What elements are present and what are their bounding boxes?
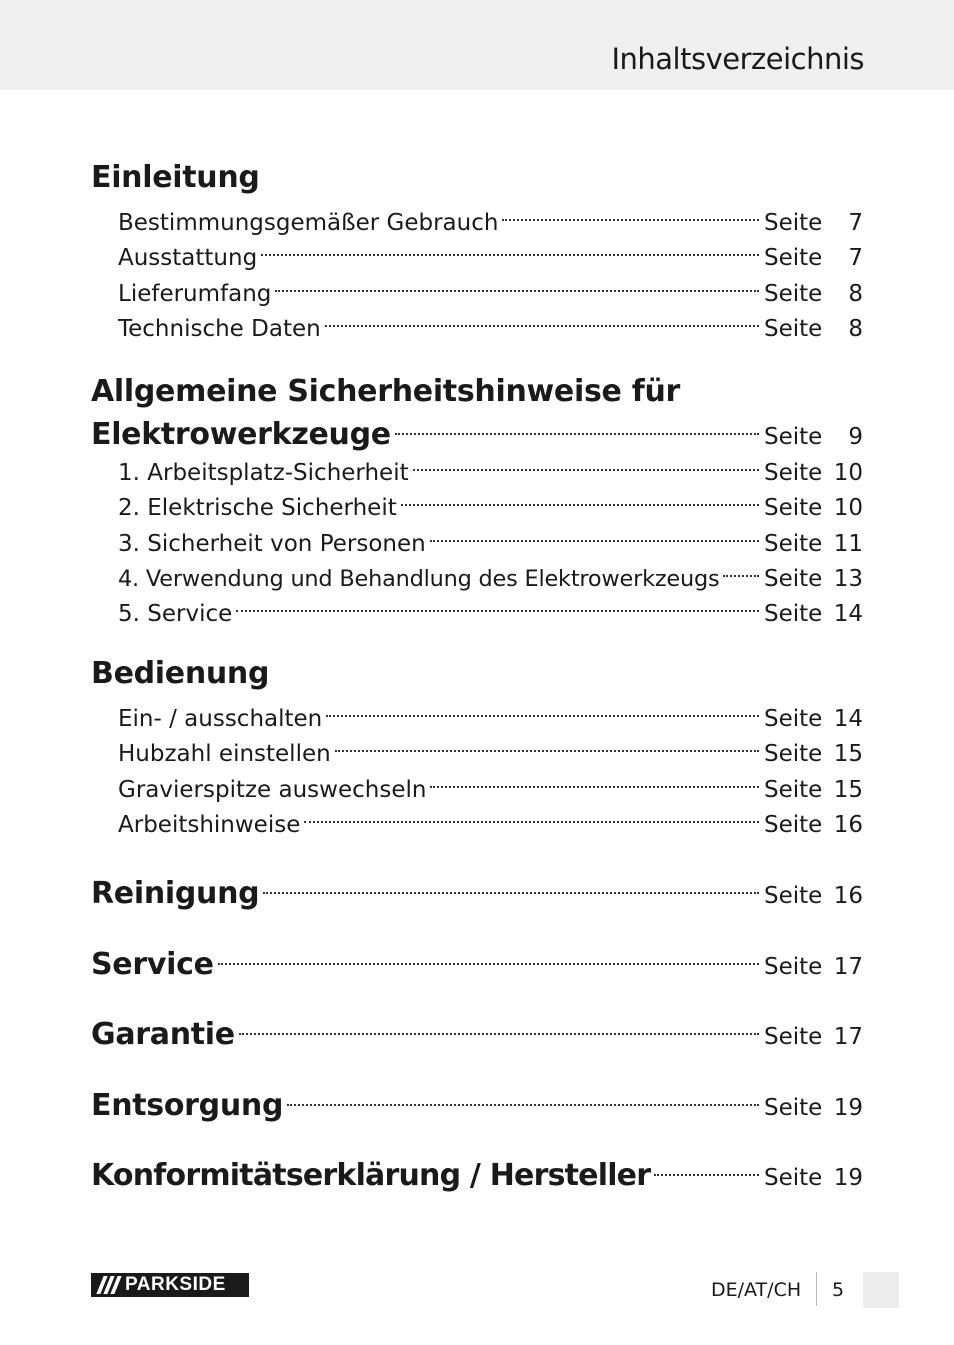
dot-leader <box>430 762 759 797</box>
footer-tab <box>863 1272 899 1308</box>
section-title: Konformitätserklärung / Hersteller <box>91 1158 651 1193</box>
seite-label: Seite <box>764 424 823 450</box>
section-einleitung <box>91 160 863 342</box>
page-number: 16 <box>833 811 863 838</box>
entry-label: Lieferumfang <box>118 280 272 307</box>
section-service <box>91 939 863 982</box>
dot-leader <box>325 301 759 336</box>
section-garantie <box>91 1009 863 1052</box>
entry-label: 1. Arbeitsplatz-Sicherheit <box>118 460 409 486</box>
page-number: 16 <box>833 883 863 909</box>
seite-label: Seite <box>764 811 823 838</box>
seite-label: Seite <box>764 1024 823 1050</box>
dot-leader <box>218 939 759 974</box>
seite-label: Seite <box>764 741 823 768</box>
entry-label: 3. Sicherheit von Personen <box>118 530 426 557</box>
dot-leader <box>304 797 759 832</box>
page-number: 8 <box>848 315 863 342</box>
page-number: 17 <box>833 1024 863 1050</box>
entry-label: Hubzahl einstellen <box>118 741 331 768</box>
dot-leader <box>401 480 759 515</box>
dot-leader <box>413 445 759 480</box>
footer-divider <box>816 1272 817 1306</box>
entry-label: Ein- / ausschalten <box>118 706 323 732</box>
page-number: 19 <box>833 1165 863 1191</box>
section-title-line2: Elektrowerkzeuge <box>91 417 391 452</box>
toc-entry[interactable] <box>91 409 863 452</box>
parkside-logo <box>91 1273 249 1297</box>
toc-entry[interactable] <box>91 691 863 732</box>
dot-leader <box>502 195 759 230</box>
dot-leader <box>326 691 759 726</box>
seite-label: Seite <box>764 776 823 803</box>
seite-label: Seite <box>764 601 823 628</box>
page-number: 8 <box>848 280 863 307</box>
page-number: 14 <box>833 706 863 732</box>
dot-leader <box>430 516 759 551</box>
section-title: Service <box>91 947 214 982</box>
section-title: Entsorgung <box>91 1088 284 1123</box>
entry-label: 2. Elektrische Sicherheit <box>118 495 397 522</box>
entry-label: Bestimmungsgemäßer Gebrauch <box>118 210 499 236</box>
section-sicherheitshinweise <box>91 374 863 628</box>
seite-label: Seite <box>764 1165 823 1191</box>
page-number: 11 <box>833 530 863 557</box>
entry-label: Arbeitshinweise <box>118 811 301 838</box>
dot-leader <box>236 586 759 621</box>
section-bedienung <box>91 656 863 838</box>
section-title: Reinigung <box>91 876 260 911</box>
entry-label: 5. Service <box>118 601 233 628</box>
section-title: Allgemeine Sicherheitshinweise für <box>91 374 680 409</box>
section-title: Garantie <box>91 1017 235 1052</box>
seite-label: Seite <box>764 460 823 486</box>
seite-label: Seite <box>764 530 823 557</box>
page-number: 10 <box>833 495 863 522</box>
dot-leader <box>239 1009 759 1044</box>
dot-leader <box>654 1150 759 1185</box>
page-number-footer: 5 <box>832 1279 845 1301</box>
toc-entry[interactable] <box>91 1009 863 1052</box>
page-number: 13 <box>833 565 863 592</box>
logo-stripes-icon <box>91 1273 123 1297</box>
seite-label: Seite <box>764 883 823 909</box>
dot-leader <box>395 409 759 444</box>
page-number: 15 <box>833 741 863 768</box>
section-entsorgung <box>91 1080 863 1123</box>
seite-label: Seite <box>764 954 823 980</box>
dot-leader <box>275 266 759 301</box>
seite-label: Seite <box>764 495 823 522</box>
dot-leader <box>723 551 759 586</box>
toc-entry[interactable] <box>91 1150 863 1193</box>
seite-label: Seite <box>764 210 823 236</box>
page-number: 7 <box>848 210 863 236</box>
page-number: 10 <box>833 460 863 486</box>
entry-label: Ausstattung <box>118 245 258 272</box>
dot-leader <box>287 1080 759 1115</box>
page-title: Inhaltsverzeichnis <box>611 42 864 76</box>
page-number: 7 <box>848 245 863 272</box>
dot-leader <box>261 230 759 265</box>
section-konformitaet <box>91 1150 863 1193</box>
toc-entry[interactable] <box>91 195 863 236</box>
page-number: 17 <box>833 954 863 980</box>
toc-entry[interactable] <box>91 1080 863 1123</box>
dot-leader <box>263 868 759 903</box>
toc-entry[interactable] <box>91 939 863 982</box>
section-title: Einleitung <box>91 160 260 195</box>
seite-label: Seite <box>764 706 823 732</box>
entry-label: 4. Verwendung und Behandlung des Elektrowerkzeugs <box>118 565 720 592</box>
seite-label: Seite <box>764 1095 823 1121</box>
entry-label: Technische Daten <box>118 315 321 342</box>
dot-leader <box>335 726 759 761</box>
entry-label: Gravierspitze auswechseln <box>118 776 427 803</box>
section-title: Bedienung <box>91 656 270 691</box>
brand-name: PARKSIDE <box>125 1274 226 1295</box>
seite-label: Seite <box>764 315 823 342</box>
page-number: 9 <box>848 424 863 450</box>
page-number: 14 <box>833 601 863 628</box>
seite-label: Seite <box>764 280 823 307</box>
page-number: 15 <box>833 776 863 803</box>
region-code: DE/AT/CH <box>711 1279 802 1301</box>
toc-entry[interactable] <box>91 868 863 911</box>
section-reinigung <box>91 868 863 911</box>
page-number: 19 <box>833 1095 863 1121</box>
seite-label: Seite <box>764 565 823 592</box>
seite-label: Seite <box>764 245 823 272</box>
